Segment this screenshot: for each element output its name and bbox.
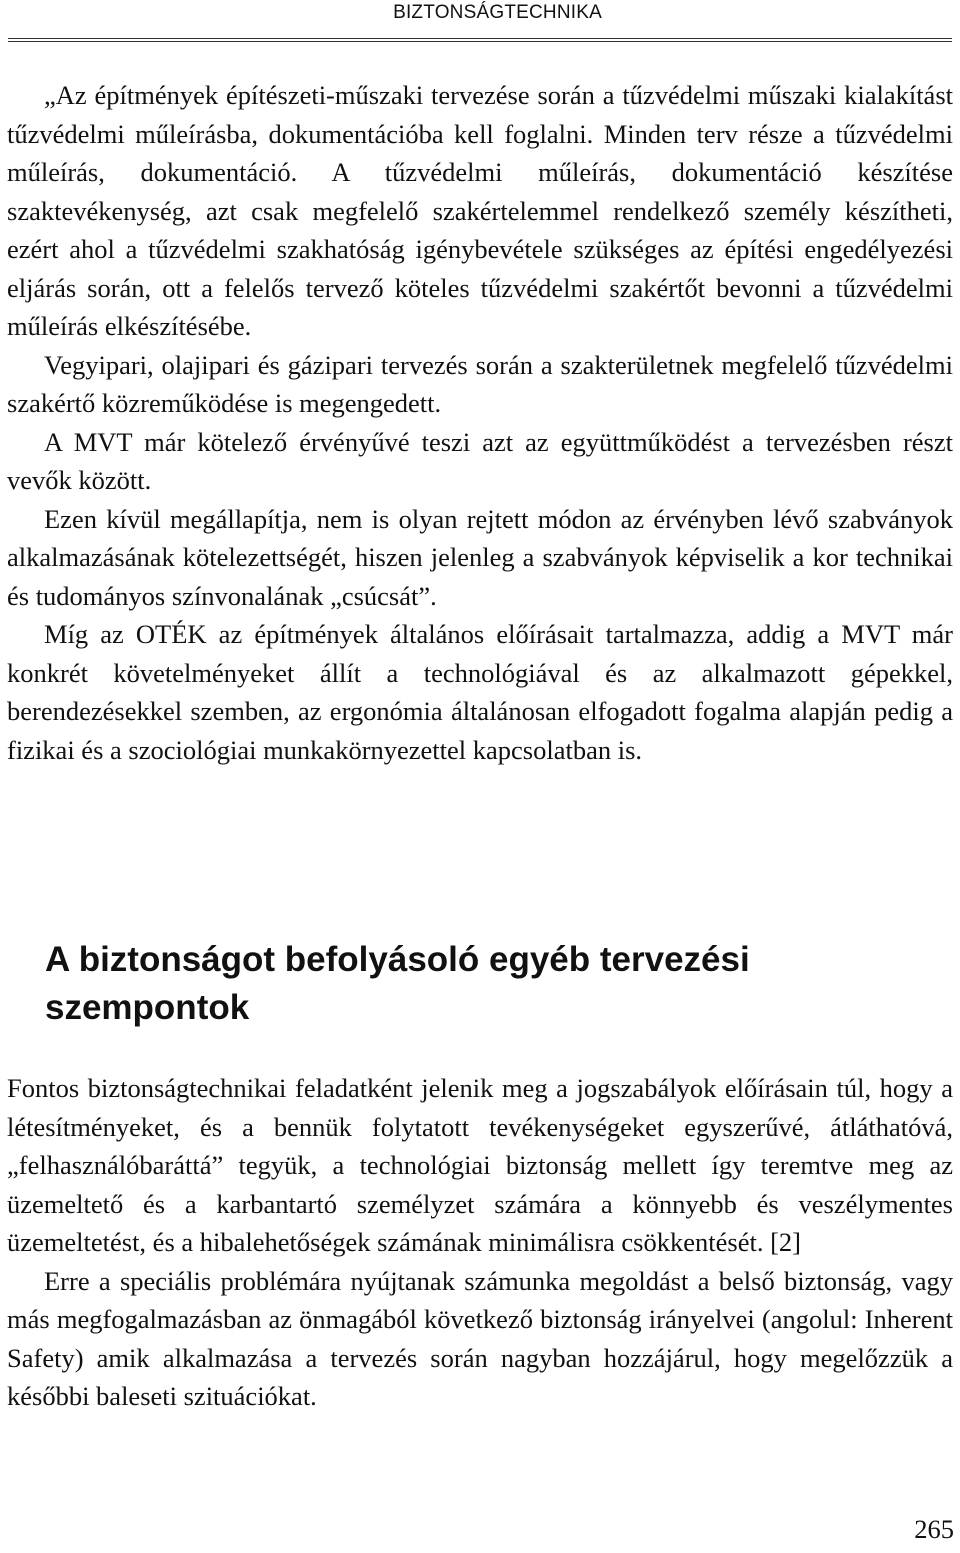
body-text-before-heading: [7, 76, 953, 769]
paragraph-user-friendly-design: Fontos biztonságtechnikai feladatként jelenik meg a jogszabályok előírásain túl, hogy a létesítményeket, és a bennük folytatott tevékenységeket egyszerűvé, átláthatóvá, „felhasználóbaráttá” tegyük, a technológiai biztonság mellett így teremtve meg az üzemeltető és a karbantartó személyzet számára a könnyebb és veszélymentes üzemeltetést, és a hibalehetőségek számának minimálisra csökkentését. [2]: [7, 1073, 953, 1257]
paragraph-mvt-cooperation: A MVT már kötelező érvényűvé teszi azt az együttműködést a tervezésben részt vevők között.: [7, 426, 953, 495]
page-header: [0, 0, 960, 40]
body-text-after-heading: [7, 1069, 953, 1416]
paragraph-chemical-design: Vegyipari, olajipari és gázipari tervezés során a szakterületnek megfelelő tűzvédelmi szakértő közreműködése is megengedett.: [7, 349, 953, 418]
section-heading: A biztonságot befolyásoló egyéb tervezési szempontok: [45, 940, 750, 1027]
running-title: BIZTONSÁGTECHNIKA: [393, 2, 602, 23]
header-rule: [8, 38, 952, 42]
paragraph-inherent-safety: Erre a speciális problémára nyújtanak számunka megoldást a belső biztonság, vagy más megfogalmazásban az önmagából következő biztonság irányelvei (angolul: Inherent Safety) amik alkalmazása a tervezés során nagyban hozzájárul, hogy megelőzzük a későbbi baleseti szituációkat.: [7, 1265, 953, 1411]
paragraph-fire-documentation: „Az építmények építészeti-műszaki tervezése során a tűzvédelmi műszaki kialakítást tűzvédelmi műleírásba, dokumentációba kell foglalni. Minden terv része a tűzvédelmi műleírás, dokumentáció. A tűzvédelmi műleírás, dokumentáció készítése szaktevékenység, azt csak megfelelő szakértelemmel rendelkező személy készítheti, ezért ahol a tűzvédelmi szakhatóság igénybevétele szükséges az építési engedélyezési eljárás során, ott a felelős tervező köteles tűzvédelmi szakértőt bevonni a tűzvédelmi műleírás elkészítésébe.: [7, 80, 953, 341]
paragraph-standards: Ezen kívül megállapítja, nem is olyan rejtett módon az érvényben lévő szabványok alkalmazásának kötelezettségét, hiszen jelenleg a szabványok képviselik a kor technikai és tudományos színvonalának „csúcsát”.: [7, 503, 953, 611]
page-number: 265: [914, 1514, 954, 1544]
paragraph-otek-mvt: Míg az OTÉK az építmények általános előírásait tartalmazza, addig a MVT már konkrét követelményeket állít a technológiával és az alkalmazott gépekkel, berendezésekkel szemben, az ergonómia általánosan elfogadott fogalma alapján pedig a fizikai és a szociológiai munkakörnyezettel kapcsolatban is.: [7, 619, 953, 765]
